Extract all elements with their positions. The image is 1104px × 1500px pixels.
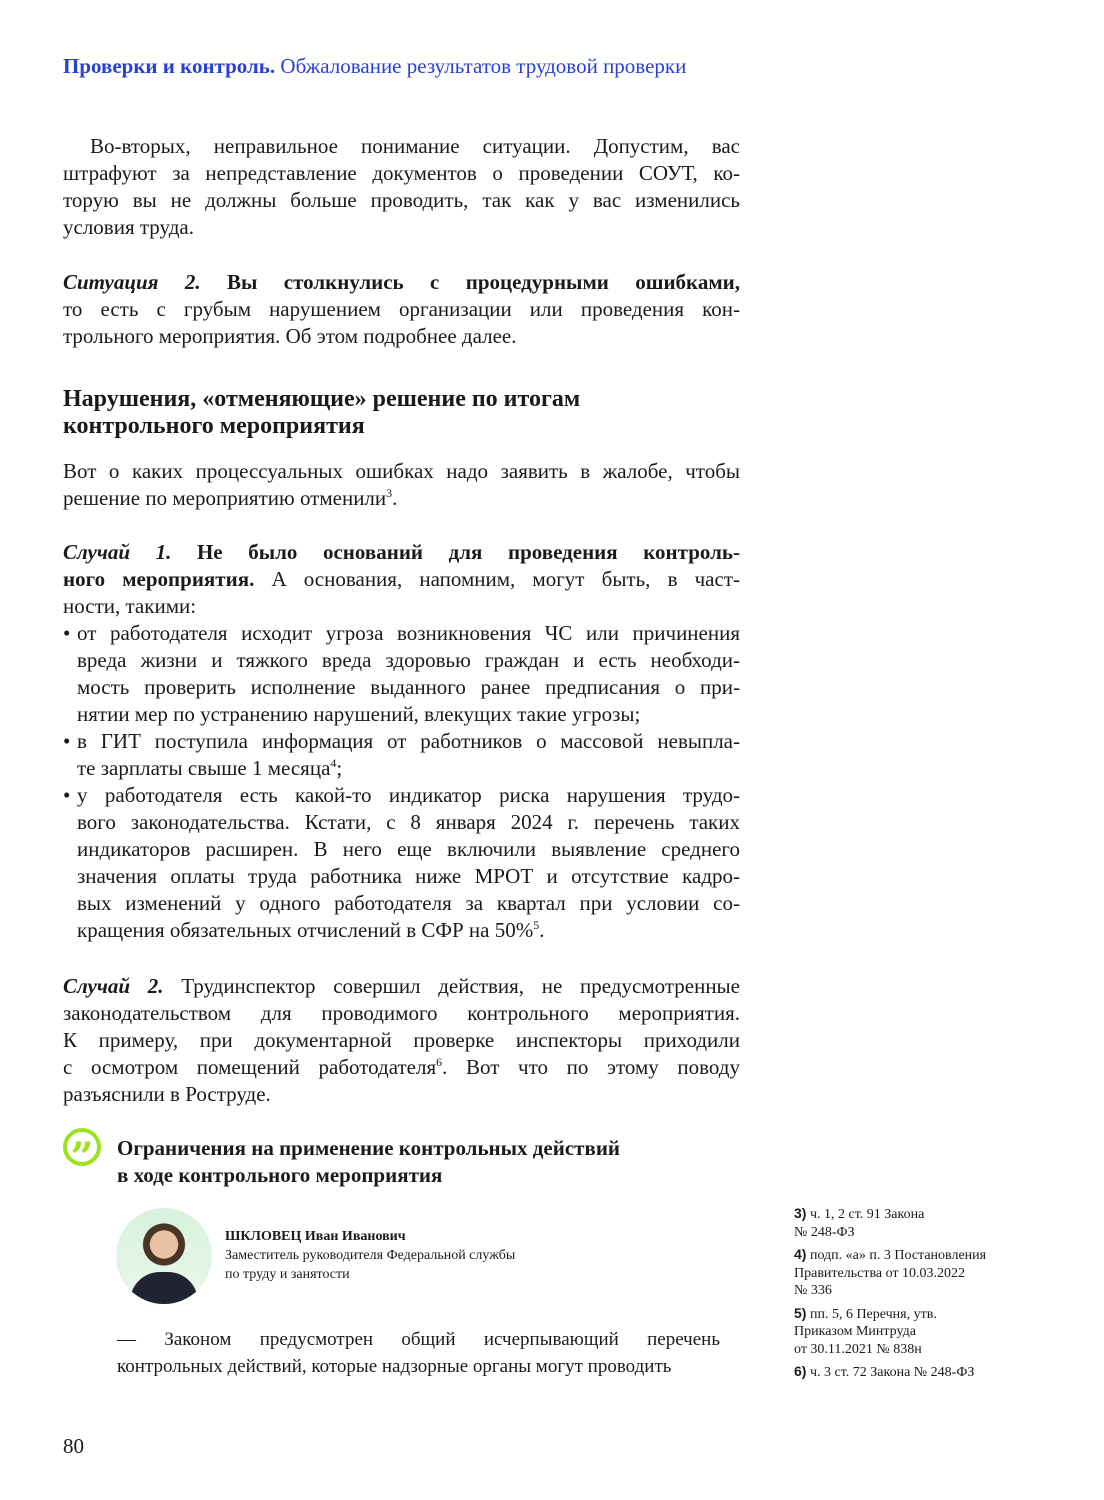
text-line [63, 782, 740, 809]
footnote-number: 4) [794, 1246, 807, 1262]
footnote-text: подп. «а» п. 3 Постановления [809, 1248, 987, 1263]
footnote-ref: 6 [436, 1055, 443, 1069]
text-line [63, 701, 740, 728]
paragraph-situation-2 [63, 269, 740, 350]
bullet-icon: • [63, 783, 71, 807]
text-segment: торую вы не должны больше проводить, так как у вас изменились [63, 188, 740, 212]
text-segment: в ГИТ поступила информация от работников о массовой невыпла- [77, 729, 740, 753]
text-segment: с осмотром помещений работодателя [63, 1055, 437, 1079]
text-segment: в ходе контрольного мероприятия [117, 1163, 443, 1187]
text-segment: Ситуация 2. [63, 270, 228, 294]
footnote-text: № 248-ФЗ [794, 1224, 855, 1240]
text-line [63, 973, 740, 1000]
text-segment: нятии мер по устранению нарушений, влекущих такие угрозы; [77, 702, 641, 726]
text-line [63, 386, 740, 413]
footnote [794, 1363, 1024, 1382]
paragraph [63, 133, 740, 241]
text-line [63, 863, 740, 890]
footnote-line [794, 1205, 1024, 1224]
text-line [63, 160, 740, 187]
footnote-number: 6) [794, 1363, 807, 1379]
text-segment: Во-вторых, неправильное понимание ситуации. Допустим, вас [90, 134, 740, 158]
text-line [63, 1027, 740, 1054]
text-segment: К примеру, при документарной проверке инспекторы приходили [63, 1028, 740, 1052]
footnote [794, 1305, 1024, 1359]
text-segment: Трудинспектор совершил действия, не предусмотренные [181, 974, 740, 998]
text-segment: разъяснили в Роструде. [63, 1082, 271, 1106]
footnote-text: Правительства от 10.03.2022 [794, 1265, 966, 1281]
text-segment: те зарплаты свыше 1 месяца [77, 756, 331, 780]
text-segment: вых изменений у одного работодателя за квартал при условии со- [77, 891, 740, 915]
text-segment: — Законом предусмотрен общий исчерпывающий перечень [117, 1329, 720, 1350]
text-line [63, 917, 740, 944]
expert-position: по труду и занятости [225, 1267, 350, 1282]
expert-position: Заместитель руководителя Федеральной службы [225, 1248, 516, 1263]
bullet-icon: • [63, 729, 71, 753]
text-segment: вого законодательства. Кстати, с 8 января 2024 г. перечень таких [77, 810, 740, 834]
text-line [63, 413, 740, 440]
running-header-section: Проверки и контроль. [63, 54, 276, 78]
footnote-line [794, 1363, 1024, 1382]
footnote-number: 5) [794, 1304, 807, 1321]
footnote-line [794, 1305, 1024, 1324]
text-line [63, 1000, 740, 1027]
paragraph [63, 458, 740, 512]
running-header [63, 54, 686, 79]
text-segment: у работодателя есть какой-то индикатор риска нарушения трудо- [77, 783, 740, 807]
text-segment: Не было оснований для проведения контроль- [196, 540, 740, 564]
footnote-text: пп. 5, 6 Перечня, утв. [809, 1306, 937, 1322]
text-line [63, 593, 740, 620]
expert-bio [225, 1227, 515, 1284]
text-segment: трольного мероприятия. Об этом подробнее далее. [63, 324, 517, 348]
text-line [63, 566, 740, 593]
text-line [63, 647, 740, 674]
text-segment: ; [336, 756, 343, 780]
footnote-text: ч. 1, 2 ст. 91 Закона [809, 1207, 925, 1222]
paragraph-case-1 [63, 539, 740, 620]
text-line [63, 809, 740, 836]
expert-quote-heading [117, 1135, 737, 1189]
text-segment: от работодателя исходит угроза возникновения ЧС или причинения [77, 621, 740, 645]
text-segment: штрафуют за непредставление документов о проведении СОУТ, ко- [63, 161, 740, 185]
footnote-text: № 336 [794, 1283, 832, 1298]
footnote-line [794, 1265, 1024, 1283]
text-line [63, 485, 740, 512]
text-segment: Ограничения на применение контрольных действий [117, 1136, 621, 1160]
text-line [63, 296, 740, 323]
text-segment: контрольных действий, которые надзорные органы могут проводить [117, 1356, 672, 1377]
text-line [63, 539, 740, 566]
page-number: 80 [63, 1434, 84, 1458]
footnote-ref: 3 [386, 486, 393, 500]
text-line [63, 755, 740, 782]
footnote-line [794, 1246, 1024, 1265]
footnote-ref: 4 [330, 756, 337, 770]
text-segment: кращения обязательных отчислений в СФР на 50% [77, 918, 534, 942]
text-line [63, 1054, 740, 1081]
text-segment: условия труда. [63, 215, 194, 239]
footnote-line [794, 1282, 1024, 1300]
text-segment: законодательством для проводимого контрольного мероприятия. [63, 1001, 740, 1025]
text-line [63, 323, 740, 350]
footnote-text: от 30.11.2021 № 838н [794, 1341, 922, 1357]
text-line [63, 728, 740, 755]
footnote [794, 1205, 1024, 1241]
quote-mark-icon: ” [63, 1128, 101, 1166]
footnote-ref: 5 [533, 918, 540, 932]
text-line [117, 1353, 720, 1380]
text-segment: Случай 2. [63, 974, 182, 998]
footnote-line [794, 1323, 1024, 1341]
text-segment: А основания, напомним, могут быть, в част- [254, 567, 740, 591]
text-line [63, 133, 740, 160]
text-segment: решение по мероприятию отменили [63, 486, 387, 510]
text-segment: вреда жизни и тяжкого вреда здоровью граждан и есть необходи- [77, 648, 740, 672]
text-line [117, 1162, 737, 1189]
bullet-icon: • [63, 621, 71, 645]
expert-avatar [116, 1208, 212, 1304]
paragraph-case-2 [63, 973, 740, 1108]
footnote-number: 3) [794, 1205, 807, 1221]
text-segment: . [539, 918, 545, 942]
footnote-text: Приказом Минтруда [794, 1324, 916, 1339]
text-line [117, 1135, 737, 1162]
text-line [63, 269, 740, 296]
expert-name: ШКЛОВЕЦ Иван Иванович [225, 1229, 406, 1244]
text-segment: Случай 1. [63, 540, 197, 564]
text-line [63, 187, 740, 214]
text-segment: ности, такими: [63, 594, 197, 618]
footnote [794, 1246, 1024, 1300]
text-segment: индикаторов расширен. В него еще включили выявление среднего [77, 837, 740, 861]
running-header-title: Обжалование результатов трудовой проверки [280, 54, 687, 78]
text-line [63, 836, 740, 863]
text-line [63, 620, 740, 647]
text-line [63, 214, 740, 241]
text-segment: ного мероприятия. [63, 567, 255, 591]
text-line [63, 458, 740, 485]
footnote-line [794, 1341, 1024, 1359]
bullet-list [63, 620, 740, 944]
text-segment: контрольного мероприятия [63, 413, 365, 439]
footnote-text: ч. 3 ст. 72 Закона № 248-ФЗ [809, 1365, 975, 1380]
text-segment: . Вот что по этому поводу [442, 1055, 740, 1079]
text-segment: Нарушения, «отменяющие» решение по итогам [63, 386, 581, 412]
text-line [117, 1326, 720, 1353]
expert-quote-text [117, 1326, 720, 1380]
text-segment: то есть с грубым нарушением организации или проведения кон- [63, 297, 740, 321]
text-segment: . [392, 486, 398, 510]
text-segment: Вы столкнулись с процедурными ошибками, [227, 270, 740, 294]
text-segment: мость проверить исполнение выданного ранее предписания о при- [77, 675, 740, 699]
text-segment: значения оплаты труда работника ниже МРОТ и отсутствие кадро- [77, 864, 740, 888]
section-heading [63, 386, 740, 440]
text-line [63, 674, 740, 701]
text-segment: Вот о каких процессуальных ошибках надо заявить в жалобе, чтобы [63, 459, 740, 483]
footnote-line [794, 1224, 1024, 1242]
text-line [63, 890, 740, 917]
footnotes [794, 1205, 1024, 1387]
text-line [63, 1081, 740, 1108]
